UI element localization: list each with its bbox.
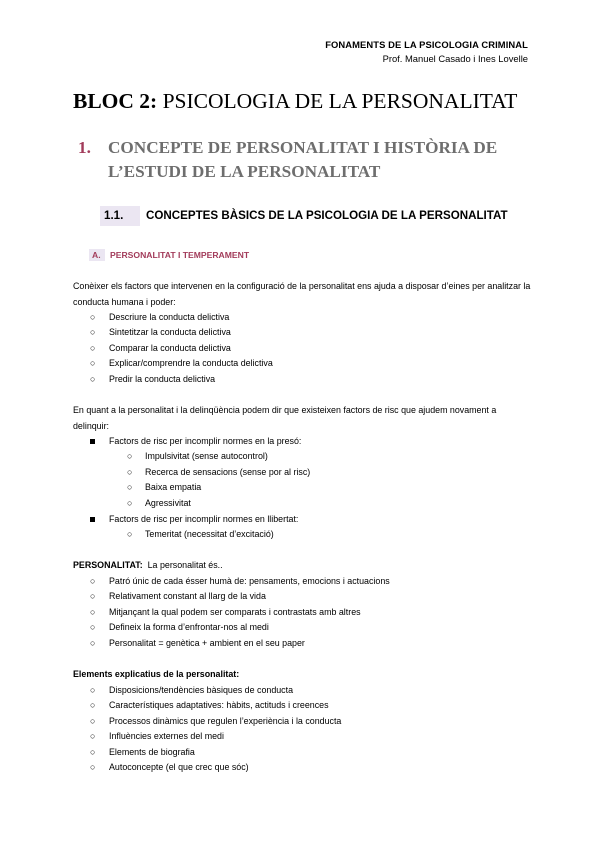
list-item: Baixa empatia <box>145 482 202 492</box>
personality-label-line <box>73 559 223 571</box>
section-1-heading <box>78 136 548 184</box>
bullet-icon: ○ <box>90 716 96 726</box>
list-item: Descriure la conducta delictiva <box>109 312 230 322</box>
bullet-icon: ○ <box>90 638 96 648</box>
bullet-icon: ○ <box>127 482 133 492</box>
section-1-number: 1. <box>78 138 91 157</box>
section-1-1-heading <box>104 206 508 226</box>
list-item: Patró únic de cada ésser humà de: pensaments, emocions i actuacions <box>109 576 390 586</box>
list-item: Processos dinàmics que regulen l’experiència i la conducta <box>109 716 342 726</box>
list-item: Característiques adaptatives: hàbits, actituds i creences <box>109 700 329 710</box>
list-item: Explicar/comprendre la conducta delictiva <box>109 358 273 368</box>
bullet-icon: ○ <box>90 731 96 741</box>
bullet-icon: ○ <box>90 358 96 368</box>
bullet-icon: ○ <box>90 312 96 322</box>
square-bullet-icon <box>90 517 95 522</box>
risk-prison-label: Factors de risc per incomplir normes en la presó: <box>109 436 302 446</box>
elements-label: Elements explicatius de la personalitat: <box>73 669 240 679</box>
bullet-icon: ○ <box>90 747 96 757</box>
bullet-icon: ○ <box>90 343 96 353</box>
intro-paragraph: Conèixer els factors que intervenen en la configuració de la personalitat ens ajuda a disposar d’eines per analitzar la conducta humana i poder: <box>73 281 531 307</box>
list-item: Defineix la forma d’enfrontar-nos al medi <box>109 622 269 632</box>
bullet-icon: ○ <box>90 700 96 710</box>
section-a-title: PERSONALITAT I TEMPERAMENT <box>110 250 250 260</box>
list-item: Elements de biografia <box>109 747 195 757</box>
list-item: Recerca de sensacions (sense por al risc) <box>145 467 311 477</box>
bloc-prefix: BLOC 2: <box>73 89 158 113</box>
list-item: Impulsivitat (sense autocontrol) <box>145 451 268 461</box>
bullet-icon: ○ <box>90 607 96 617</box>
list-item: Disposicions/tendències bàsiques de conducta <box>109 685 294 695</box>
section-1-1-title: CONCEPTES BÀSICS DE LA PSICOLOGIA DE LA PERSONALITAT <box>146 209 508 222</box>
personality-label: PERSONALITAT: <box>73 560 143 570</box>
list-item: Agressivitat <box>145 498 191 508</box>
section-a-heading <box>92 249 249 261</box>
list-item: Sintetitzar la conducta delictiva <box>109 327 231 337</box>
list-item: Personalitat = genètica + ambient en el seu paper <box>109 638 305 648</box>
list-item: Relativament constant al llarg de la vida <box>109 591 266 601</box>
section-a-number: A. <box>92 250 101 260</box>
list-item: Mitjançant la qual podem ser comparats i contrastats amb altres <box>109 607 361 617</box>
bullet-icon: ○ <box>90 762 96 772</box>
bloc-title <box>73 88 517 114</box>
bullet-icon: ○ <box>90 622 96 632</box>
bullet-icon: ○ <box>90 576 96 586</box>
list-item: Comparar la conducta delictiva <box>109 343 231 353</box>
bullet-icon: ○ <box>90 327 96 337</box>
bullet-icon: ○ <box>90 591 96 601</box>
risk-paragraph: En quant a la personalitat i la delinqüència podem dir que existeixen factors de risc que ajudem novament a delinquir: <box>73 405 497 431</box>
list-item: Autoconcepte (el que crec que sóc) <box>109 762 249 772</box>
section-1-1-number: 1.1. <box>104 209 124 222</box>
risk-freedom-label: Factors de risc per incomplir normes en llibertat: <box>109 514 299 524</box>
bullet-icon: ○ <box>127 451 133 461</box>
bullet-icon: ○ <box>127 498 133 508</box>
list-item: Temeritat (necessitat d’excitació) <box>145 529 274 539</box>
page-header <box>325 38 528 66</box>
personality-intro: La personalitat és.. <box>147 560 223 570</box>
professors-line: Prof. Manuel Casado i Ines Lovelle <box>382 53 528 64</box>
list-item: Predir la conducta delictiva <box>109 374 216 384</box>
bloc-title-text: PSICOLOGIA DE LA PERSONALITAT <box>162 89 518 113</box>
section-1-title: CONCEPTE DE PERSONALITAT I HISTÒRIA DE L’ESTUDI DE LA PERSONALITAT <box>108 138 498 181</box>
bullet-icon: ○ <box>90 685 96 695</box>
course-title: FONAMENTS DE LA PSICOLOGIA CRIMINAL <box>325 39 528 50</box>
bullet-icon: ○ <box>90 374 96 384</box>
bullet-icon: ○ <box>127 529 133 539</box>
square-bullet-icon <box>90 439 95 444</box>
bullet-icon: ○ <box>127 467 133 477</box>
elements-label-line <box>73 668 239 680</box>
list-item: Influències externes del medi <box>109 731 224 741</box>
